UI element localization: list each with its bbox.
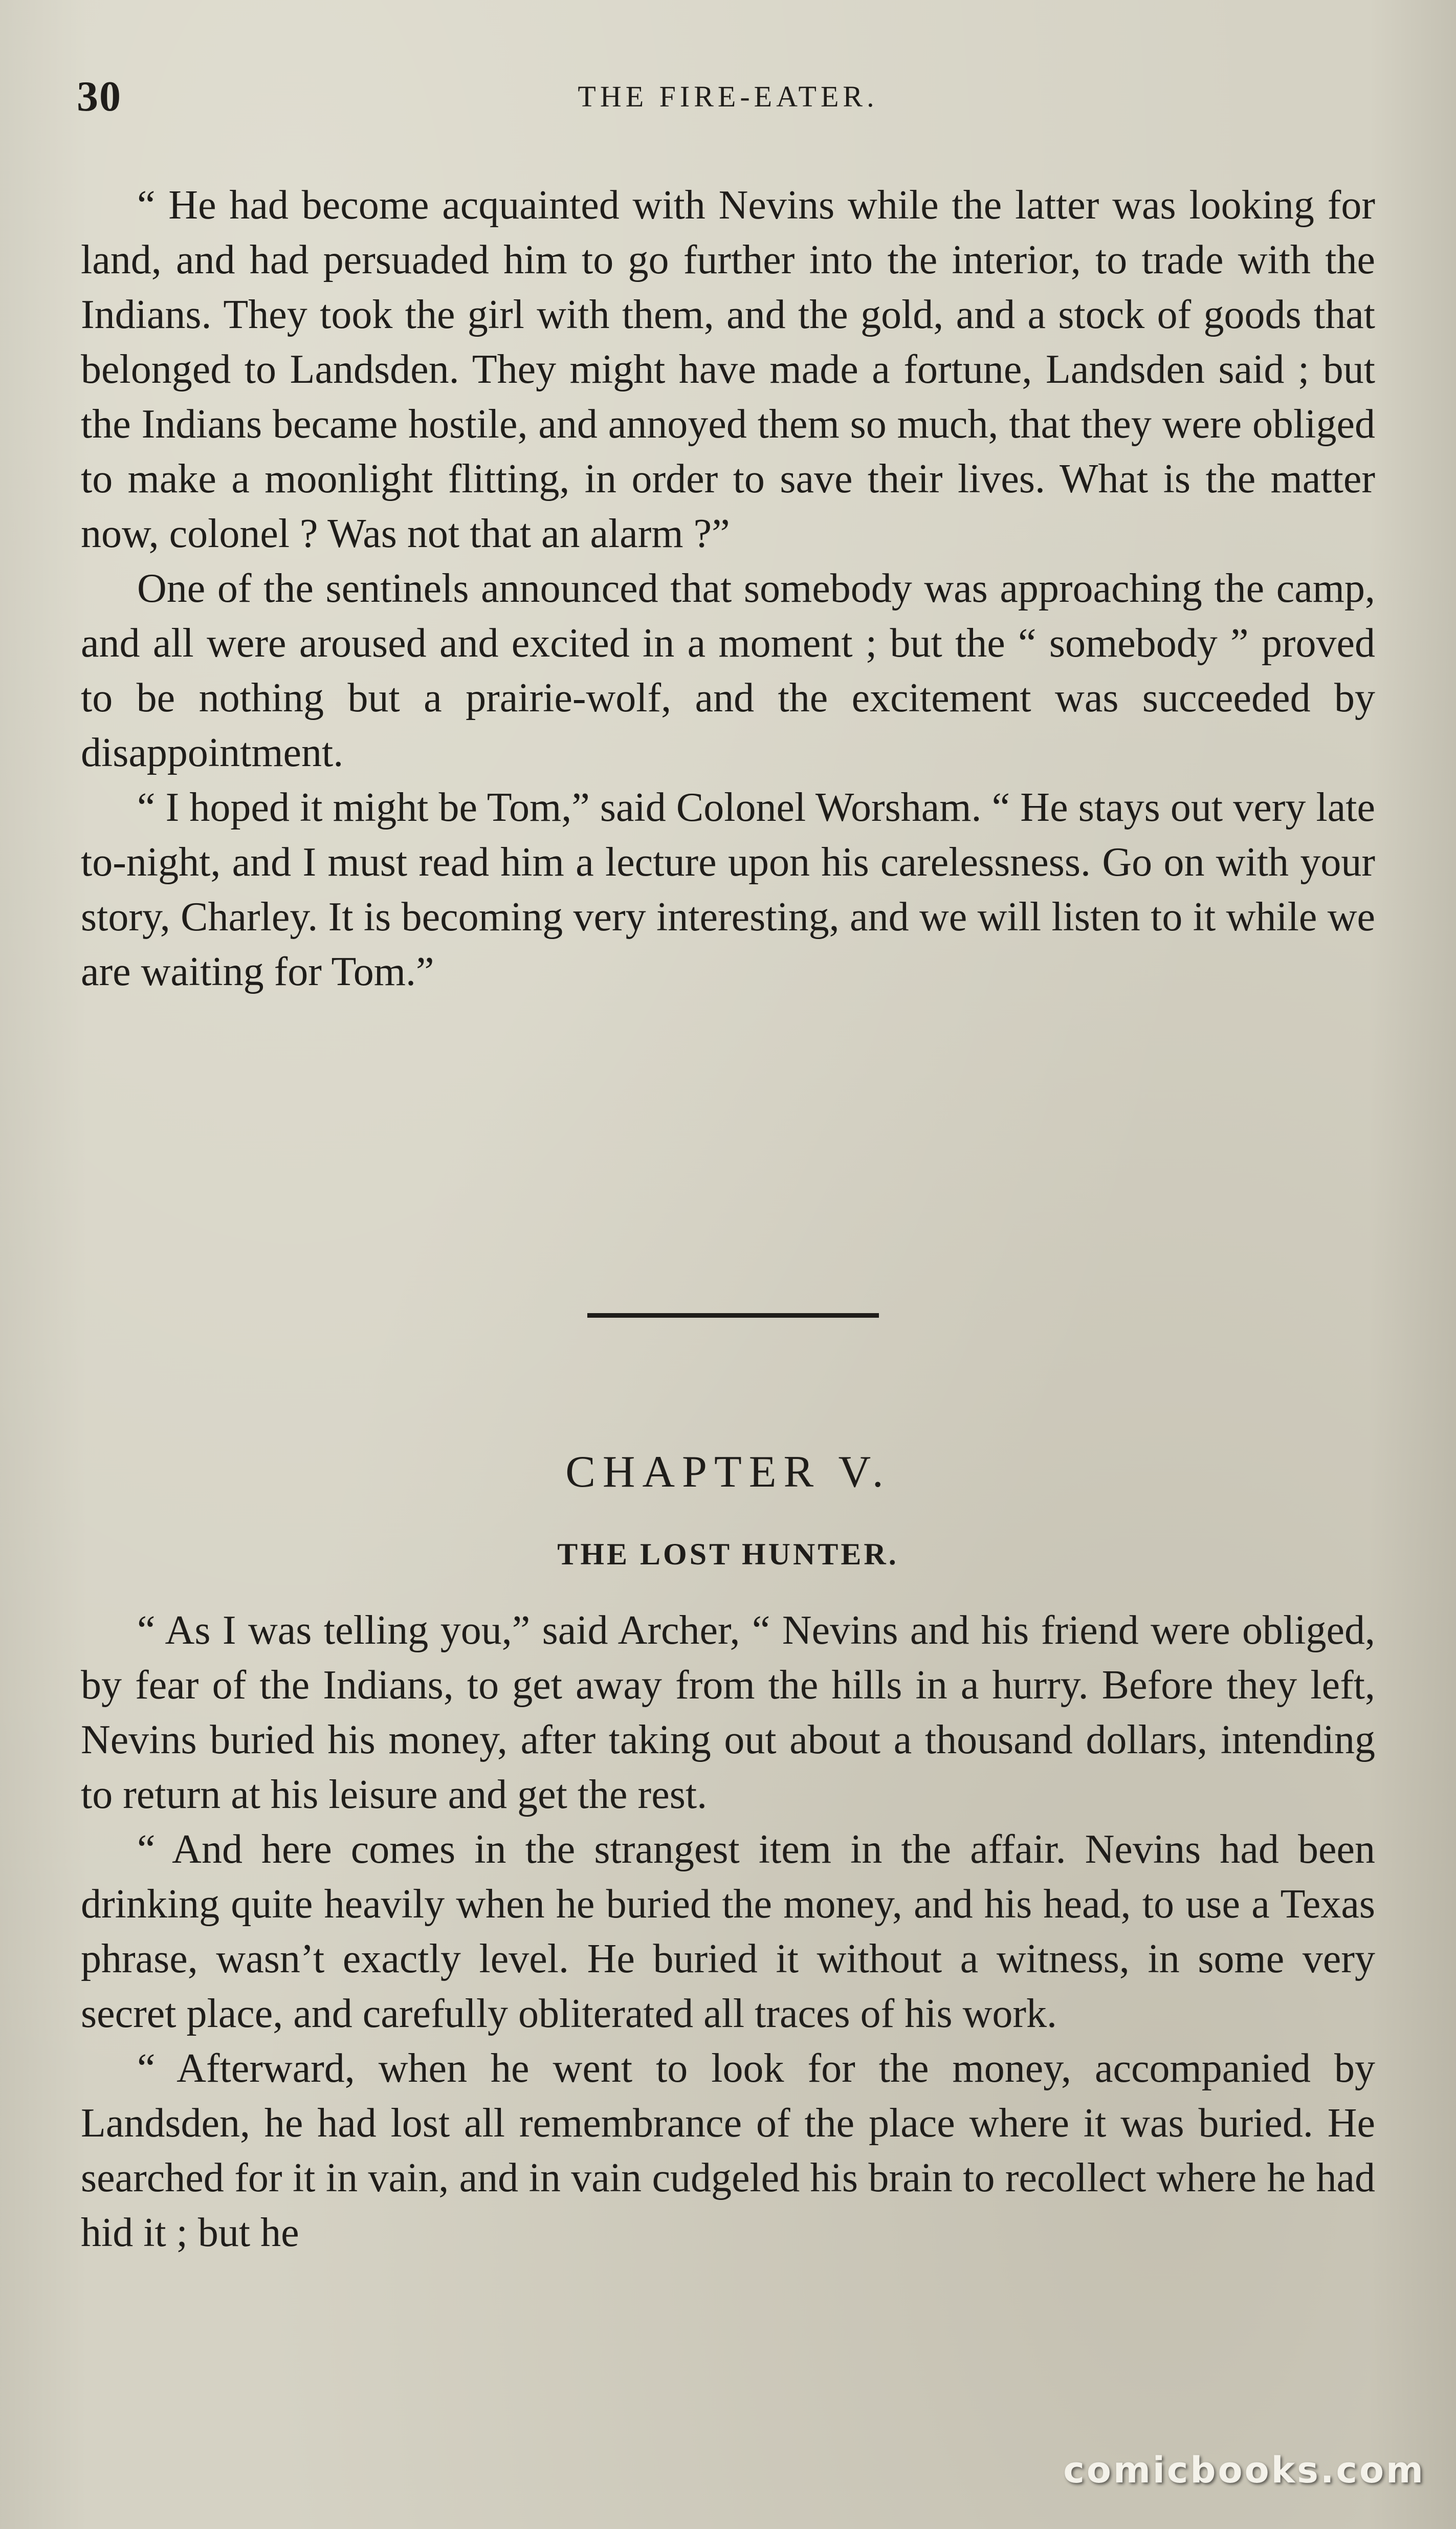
paragraph: “ Afterward, when he went to look for the money, accompanied by Landsden, he had lost all remembrance of the place where it was buried. He searched for it in vain, and in vain cudgeled his brain to recollect where he had hid it ; but he <box>81 2046 1375 2255</box>
running-title: THE FIRE-EATER. <box>578 80 878 113</box>
paragraph: One of the sentinels announced that somebody was approaching the camp, and all were aroused and excited in a moment ; but the “ somebody ” proved to be nothing but a prairie-wolf, and the excitement was succeeded by disappointment. <box>81 566 1375 775</box>
paragraph: “ As I was telling you,” said Archer, “ Nevins and his friend were obliged, by fear of the Indians, to get away from the hills in a hurry. Before they left, Nevins buried his money, after taking out about a thousand dollars, intending to return at his leisure and get the rest. <box>81 1608 1375 1817</box>
chapter-title: CHAPTER V. <box>565 1447 891 1497</box>
body-text-top <box>81 178 1375 999</box>
paragraph: “ I hoped it might be Tom,” said Colonel Worsham. “ He stays out very late to-night, and I must read him a lecture upon his carelessness. Go on with your story, Charley. It is becoming very interesting, and we will listen to it while we are waiting for Tom.” <box>81 785 1375 994</box>
paragraph: “ He had become acquainted with Nevins while the latter was looking for land, and had persuaded him to go further into the interior, to trade with the Indians. They took the girl with them, and the gold, and a stock of goods that belonged to Landsden. They might have made a fortune, Landsden said ; but the Indians became hostile, and annoyed them so much, that they were obliged to make a moonlight flitting, in order to save their lives. What is the matter now, colonel ? Was not that an alarm ?” <box>81 183 1375 556</box>
section-divider <box>587 1313 879 1318</box>
body-text-bottom <box>81 1603 1375 2260</box>
page-number: 30 <box>77 73 122 120</box>
chapter-subtitle: THE LOST HUNTER. <box>557 1537 899 1571</box>
paragraph: “ And here comes in the strangest item in the affair. Nevins had been drinking quite heavily when he buried the money, and his head, to use a Texas phrase, wasn’t exactly level. He buried it without a witness, in some very secret place, and carefully obliterated all traces of his work. <box>81 1827 1375 2036</box>
watermark: comicbooks.com <box>1063 2449 1425 2491</box>
